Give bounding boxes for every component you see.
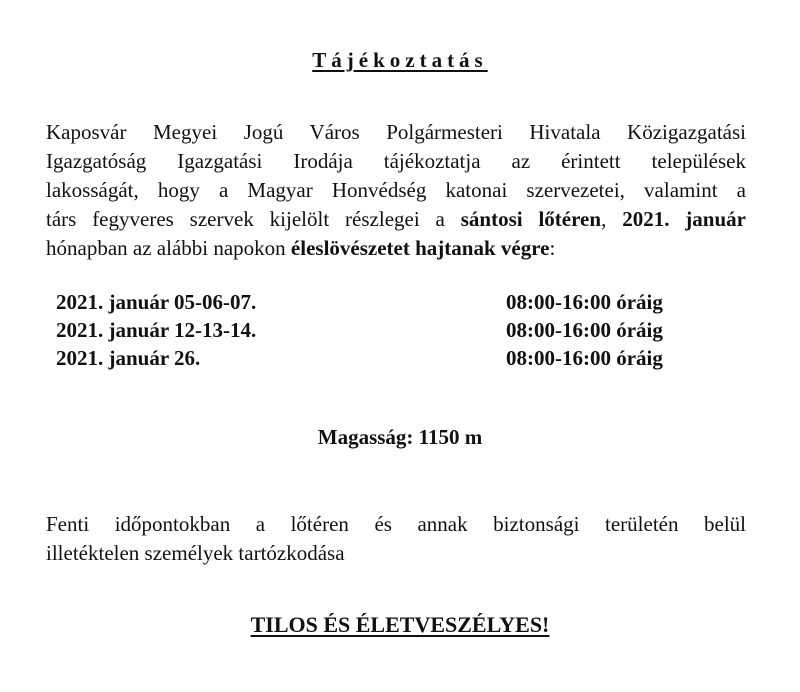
schedule-row [56,316,696,344]
notice-line-1: Fenti időpontokban a lőtéren és annak biztonsági területén belül [46,512,746,536]
intro-line-4 [46,205,746,234]
notice-line-2: illetéktelen személyek tartózkodása [46,541,345,565]
intro-line-5-colon: : [549,236,556,260]
shooting-range-name: sántosi lőtéren [460,207,602,231]
altitude-label: Magasság: 1150 m [317,425,483,449]
schedule-time: 08:00-16:00 óráig [506,346,663,370]
intro-line-3: lakosságát, hogy a Magyar Honvédség katonai szervezetei, valamint a [46,178,746,202]
intro-line-4-sep: , [601,207,623,231]
intro-line-1: Kaposvár Megyei Jogú Város Polgármesteri Hivatala Közigazgatási [46,120,746,144]
warning-heading: TILOS ÉS ÉLETVESZÉLYES! [250,612,550,637]
schedule-time: 08:00-16:00 óráig [506,290,663,314]
schedule-list [56,288,696,372]
intro-line-5-text: hónapban az alábbi napokon [46,236,291,260]
schedule-time: 08:00-16:00 óráig [506,318,663,342]
intro-line-4-text: társ fegyveres szervek kijelölt részlegei a [46,207,461,231]
schedule-date: 2021. január 12-13-14. [56,318,257,342]
month-label: 2021. január [622,207,746,231]
schedule-row [56,344,696,372]
schedule-row [56,288,696,316]
document-title: Tájékoztatás [312,48,488,72]
notice-paragraph [46,510,746,568]
schedule-date: 2021. január 05-06-07. [56,290,257,314]
intro-line-2: Igazgatóság Igazgatási Irodája tájékoztatja az érintett települések [46,149,746,173]
intro-line-5 [46,234,746,263]
schedule-date: 2021. január 26. [56,346,201,370]
intro-paragraph [46,118,746,263]
live-fire-phrase: éleslövészetet hajtanak végre [290,236,550,260]
